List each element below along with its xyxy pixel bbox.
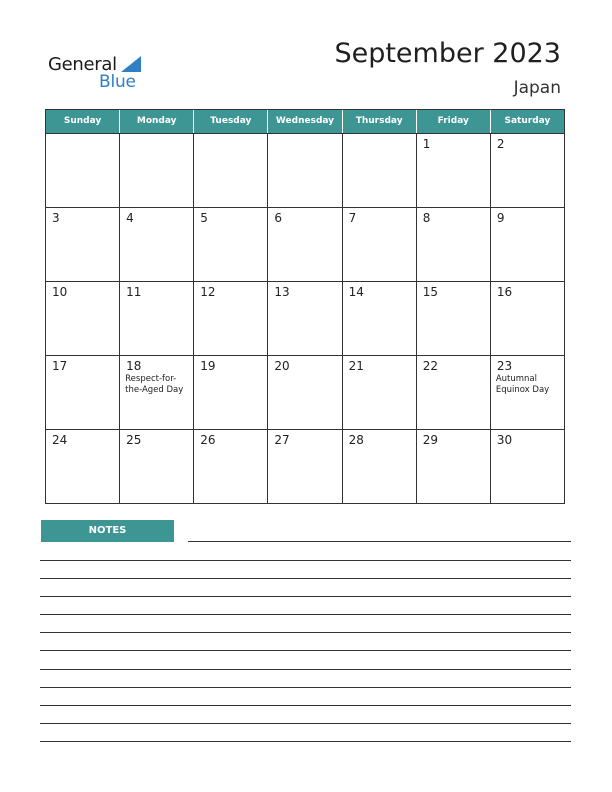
day-number: 2	[496, 137, 505, 151]
note-line	[40, 596, 571, 597]
day-cell	[46, 282, 120, 355]
week-row	[46, 207, 564, 281]
calendar-grid	[45, 109, 565, 504]
week-row	[46, 429, 564, 503]
note-line	[40, 723, 571, 724]
weekday-header: Monday	[120, 110, 194, 133]
note-line	[40, 560, 571, 561]
day-number: 13	[274, 285, 290, 299]
day-cell	[194, 208, 268, 281]
weekday-header: Friday	[417, 110, 491, 133]
weekday-header: Wednesday	[268, 110, 342, 133]
day-number: 3	[52, 211, 60, 225]
day-cell	[343, 208, 417, 281]
note-line	[40, 632, 571, 633]
day-cell	[46, 134, 120, 207]
note-line	[40, 578, 571, 579]
day-cell	[120, 134, 194, 207]
day-number: 4	[126, 211, 134, 225]
day-number: 24	[52, 433, 68, 447]
weekday-header: Tuesday	[194, 110, 268, 133]
day-cell	[268, 430, 342, 503]
logo-triangle-icon	[121, 56, 141, 72]
day-cell	[417, 134, 491, 207]
day-number: 1	[422, 137, 431, 151]
day-cell	[194, 282, 268, 355]
day-cell	[417, 282, 491, 355]
day-cell	[343, 134, 417, 207]
day-number: 18	[126, 359, 142, 373]
day-number: 27	[274, 433, 290, 447]
logo-blue-text: Blue	[99, 72, 136, 92]
day-number: 23	[496, 359, 513, 373]
day-number: 7	[348, 211, 357, 225]
day-number: 25	[126, 433, 142, 447]
day-cell	[417, 356, 491, 429]
note-line	[188, 541, 571, 542]
day-number: 21	[348, 359, 364, 373]
weekday-header: Sunday	[46, 110, 120, 133]
day-cell	[46, 430, 120, 503]
day-number: 8	[422, 211, 431, 225]
holiday-label: Autumnal Equinox Day	[495, 374, 550, 395]
day-number: 19	[200, 359, 216, 373]
day-number: 12	[200, 285, 216, 299]
notes-header: NOTES	[41, 520, 174, 542]
day-cell	[491, 208, 564, 281]
day-number: 30	[496, 433, 513, 447]
note-line	[40, 650, 571, 651]
day-number: 9	[496, 211, 505, 225]
week-row	[46, 133, 564, 207]
day-number: 15	[422, 285, 438, 299]
day-cell	[120, 282, 194, 355]
week-row	[46, 281, 564, 355]
day-cell	[268, 282, 342, 355]
day-cell	[491, 282, 564, 355]
day-cell	[120, 208, 194, 281]
day-number: 17	[52, 359, 68, 373]
weekday-header-row	[46, 110, 564, 133]
weekday-header: Thursday	[343, 110, 417, 133]
day-cell	[46, 356, 120, 429]
day-cell	[120, 430, 194, 503]
day-cell	[417, 430, 491, 503]
country-label: Japan	[513, 78, 561, 98]
day-number: 14	[348, 285, 364, 299]
page-title: September 2023	[334, 38, 561, 69]
day-number: 22	[422, 359, 438, 373]
day-number: 20	[274, 359, 290, 373]
day-number: 10	[52, 285, 68, 299]
note-line	[40, 687, 571, 688]
week-row	[46, 355, 564, 429]
day-cell	[194, 430, 268, 503]
generalblue-logo	[48, 54, 158, 94]
day-cell	[491, 134, 564, 207]
day-cell	[194, 134, 268, 207]
day-number: 11	[126, 285, 142, 299]
day-number: 29	[422, 433, 438, 447]
note-line	[40, 705, 571, 706]
day-number: 28	[348, 433, 364, 447]
note-line	[40, 614, 571, 615]
day-cell	[417, 208, 491, 281]
note-line	[40, 741, 571, 742]
day-cell	[268, 356, 342, 429]
day-cell	[343, 356, 417, 429]
day-number: 26	[200, 433, 216, 447]
day-cell	[46, 208, 120, 281]
logo-general-text: General	[48, 54, 117, 75]
day-number: 5	[200, 211, 208, 225]
day-cell	[491, 356, 564, 429]
holiday-label: Respect-for-the-Aged Day	[125, 374, 184, 395]
day-cell	[268, 134, 342, 207]
day-cell	[194, 356, 268, 429]
note-line	[40, 669, 571, 670]
weekday-header: Saturday	[504, 116, 551, 126]
day-cell	[120, 356, 194, 429]
day-cell	[343, 282, 417, 355]
day-cell	[268, 208, 342, 281]
day-cell	[343, 430, 417, 503]
day-number: 6	[274, 211, 283, 225]
day-number: 16	[496, 285, 513, 299]
day-cell	[491, 430, 564, 503]
